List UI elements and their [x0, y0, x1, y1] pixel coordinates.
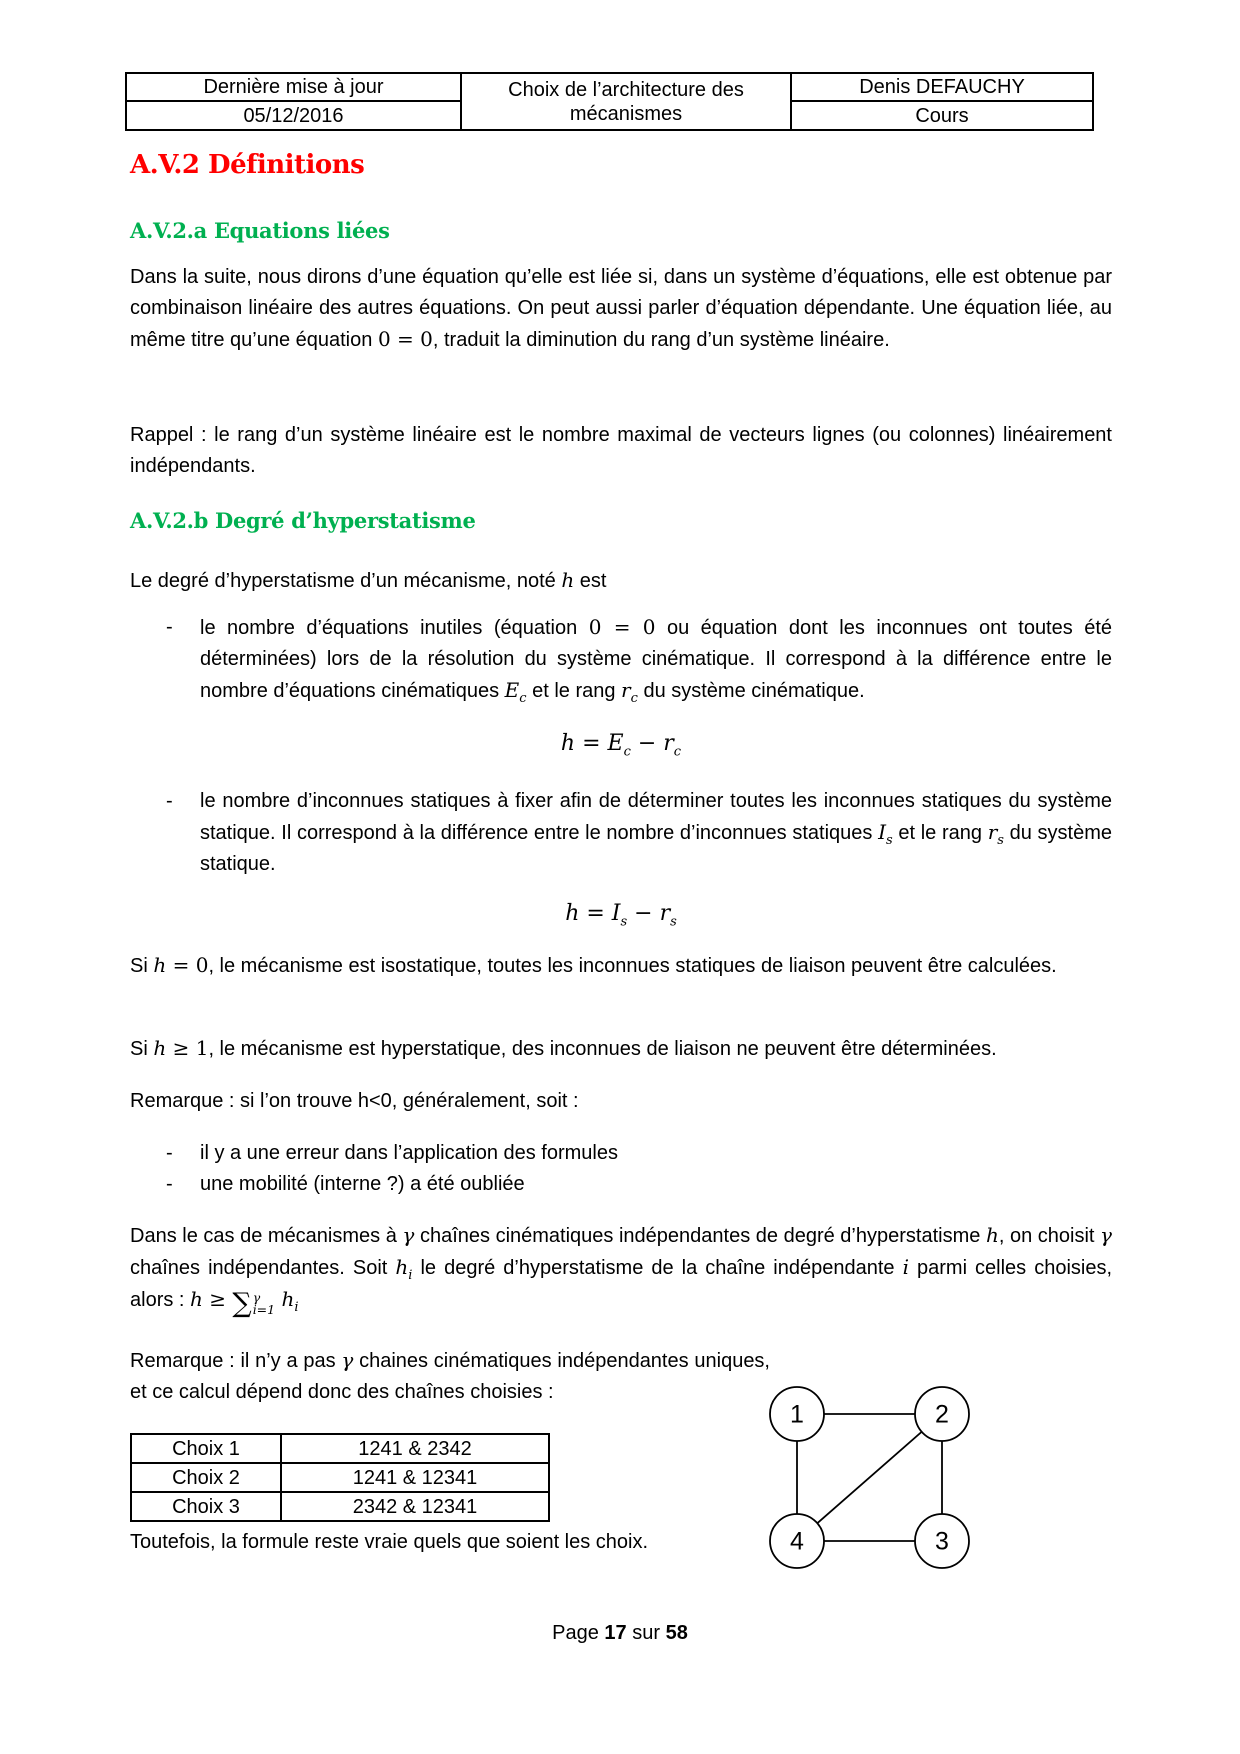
list-inconnues-statiques	[130, 786, 1112, 880]
text-run: $I_s$	[611, 901, 628, 930]
list-item-text	[200, 790, 1112, 875]
paragraph-remarque-chaines	[130, 1345, 770, 1408]
text-run: et le rang	[892, 822, 988, 844]
formula-h-ec-rc	[130, 728, 1112, 759]
header-doc-type: Cours	[791, 101, 1093, 130]
list-item-text	[200, 1142, 618, 1164]
text-run: 0 = 0	[588, 615, 656, 639]
text-run: −	[630, 731, 664, 756]
text-run: ≥	[202, 1287, 233, 1311]
text-run: = 0	[166, 953, 209, 977]
paragraph-isostatique	[130, 950, 1112, 982]
text-run: , on choisit	[998, 1225, 1101, 1247]
text-run: le nombre d’inconnues statiques à fixer afin de déterminer toutes les inconnues statiques du système statique. Il correspond à la différence entre le nombre d’inconnues statiques	[200, 790, 1112, 844]
page-footer	[0, 1618, 1240, 1649]
text-run: $r_c$	[621, 678, 638, 706]
list-item	[130, 1138, 1112, 1169]
graph-node-label: 2	[935, 1400, 949, 1429]
text-run: $I_s$	[878, 820, 893, 848]
header-last-update-label: Dernière mise à jour	[126, 73, 461, 101]
table-cell: Choix 3	[131, 1492, 281, 1521]
text-run: chaînes indépendantes. Soit	[130, 1257, 396, 1279]
text-run: Toutefois, la formule reste vraie quels que soient les choix.	[130, 1531, 649, 1553]
text-run: du système statique.	[200, 822, 1112, 875]
text-run: =	[575, 731, 608, 756]
text-run: une mobilité (interne ?) a été oubliée	[200, 1173, 525, 1195]
text-run: $E_c$	[607, 731, 631, 760]
subsection-heading-degre-hyperstatisme: A.V.2.b Degré d’hyperstatisme	[130, 508, 476, 533]
list-item	[130, 612, 1112, 707]
text-run: Rappel : le rang d’un système linéaire est le nombre maximal de vecteurs lignes (ou colonnes) linéairement indépendants.	[130, 424, 1112, 477]
text-run: γ	[402, 1223, 415, 1247]
text-run: $r_s$	[987, 820, 1004, 848]
text-run: Dans la suite, nous dirons d’une équation qu’elle est liée si, dans un système d’équations, elle est obtenue par combinaison linéaire des autres équations. On peut aussi parler d’équation dépendante. Une équation liée, au même titre qu’une équation	[130, 266, 1112, 351]
text-run: Dans le cas de mécanismes à	[130, 1225, 403, 1247]
text-run: Remarque : si l’on trouve h<0, généralement, soit :	[130, 1090, 579, 1112]
section-heading-definitions: A.V.2 Définitions	[130, 150, 365, 180]
list-marker: -	[166, 1173, 173, 1195]
text-run: le degré d’hyperstatisme de la chaîne indépendante	[412, 1257, 903, 1279]
text-run: γ	[1100, 1223, 1112, 1247]
list-marker: -	[166, 616, 173, 638]
list-equations-inutiles	[130, 612, 1112, 707]
text-run: chaines cinématiques indépendantes uniques, et ce calcul dépend donc des chaînes choisies :	[130, 1350, 770, 1403]
list-item-text	[200, 1173, 525, 1195]
text-run: Si	[130, 1038, 154, 1060]
text-run: $r_s$	[659, 901, 677, 930]
text-run: h	[565, 901, 580, 926]
kinematic-graph	[730, 1368, 1010, 1598]
header-doc-title: Choix de l’architecture des mécanismes	[461, 73, 791, 130]
header-last-update-date: 05/12/2016	[126, 101, 461, 130]
paragraph-remarque-h-negatif	[130, 1086, 1112, 1117]
text-run: Si	[130, 955, 154, 977]
subsection-heading-equations-liees: A.V.2.a Equations liées	[130, 218, 390, 243]
graph-node-label: 1	[790, 1400, 804, 1429]
text-run: h	[153, 1036, 167, 1060]
list-item	[130, 786, 1112, 880]
table-cell: 2342 & 12341	[281, 1492, 549, 1521]
text-run: du système cinématique.	[637, 680, 865, 702]
list-causes-h-negatif	[130, 1138, 1112, 1200]
text-run: Le degré d’hyperstatisme d’un mécanisme, noté	[130, 570, 562, 592]
paragraph-rappel-rang	[130, 420, 1112, 482]
text-run: $h_i$	[275, 1287, 299, 1315]
text-run: le nombre d’équations inutiles (équation	[200, 617, 589, 639]
text-run: ≥ 1	[166, 1036, 209, 1060]
text-run: 17	[604, 1622, 627, 1644]
text-run: =	[579, 901, 612, 926]
text-run: sur	[626, 1622, 666, 1644]
text-run: chaînes cinématiques indépendantes de degré d’hyperstatisme	[414, 1225, 986, 1247]
list-marker: -	[166, 1142, 173, 1164]
list-marker: -	[166, 790, 173, 812]
text-run: γ	[341, 1348, 354, 1372]
text-run: h	[153, 953, 167, 977]
graph-node-label: 4	[790, 1527, 804, 1556]
text-run: il y a une erreur dans l’application des formules	[200, 1142, 618, 1164]
doc-header-table	[125, 72, 1094, 131]
paragraph-degre-intro	[130, 565, 1112, 597]
paragraph-hyperstatique	[130, 1033, 1112, 1065]
text-run: $r_c$	[663, 731, 682, 760]
header-author: Denis DEFAUCHY	[791, 73, 1093, 101]
text-run: Page	[552, 1622, 605, 1644]
text-run: h	[561, 568, 575, 592]
graph-edge	[797, 1414, 942, 1541]
formula-h-is-rs	[130, 898, 1112, 929]
text-run: h	[560, 731, 576, 756]
text-run: et le rang	[526, 680, 622, 702]
choix-table	[130, 1433, 550, 1522]
text-run: h	[985, 1223, 999, 1247]
text-run: ou équation dont les inconnues ont toutes été déterminées) lors de la résolution du système cinématique. Il correspond à la différence entre le nombre d’équations cinématiques	[200, 617, 1113, 702]
list-item	[130, 1169, 1112, 1200]
text-run: , le mécanisme est isostatique, toutes les inconnues statiques de liaison peuvent être calculées.	[208, 955, 1057, 977]
sum-symbol: ∑ γ i=1	[232, 1288, 276, 1319]
paragraph-chaines-independantes	[130, 1220, 1113, 1319]
text-run: est	[574, 570, 607, 592]
text-run: parmi celles choisies, alors :	[130, 1257, 1113, 1311]
text-run: 0 = 0	[377, 327, 433, 351]
table-cell: Choix 1	[131, 1434, 281, 1463]
text-run: $h_i$	[395, 1255, 413, 1283]
text-run: 58	[665, 1622, 688, 1644]
list-item-text	[200, 615, 1113, 706]
text-run: , traduit la diminution du rang d’un système linéaire.	[432, 329, 890, 351]
text-run: h	[190, 1287, 203, 1311]
text-run: Remarque : il n’y a pas	[130, 1350, 342, 1372]
table-cell: 1241 & 12341	[281, 1463, 549, 1492]
graph-node-label: 3	[935, 1527, 949, 1556]
text-run: , le mécanisme est hyperstatique, des inconnues de liaison ne peuvent être déterminées.	[208, 1038, 997, 1060]
text-run: $E_c$	[504, 678, 527, 706]
text-run: i	[902, 1255, 909, 1279]
paragraph-equations-liees	[130, 262, 1112, 356]
text-run: −	[627, 901, 660, 926]
table-cell: Choix 2	[131, 1463, 281, 1492]
table-cell: 1241 & 2342	[281, 1434, 549, 1463]
